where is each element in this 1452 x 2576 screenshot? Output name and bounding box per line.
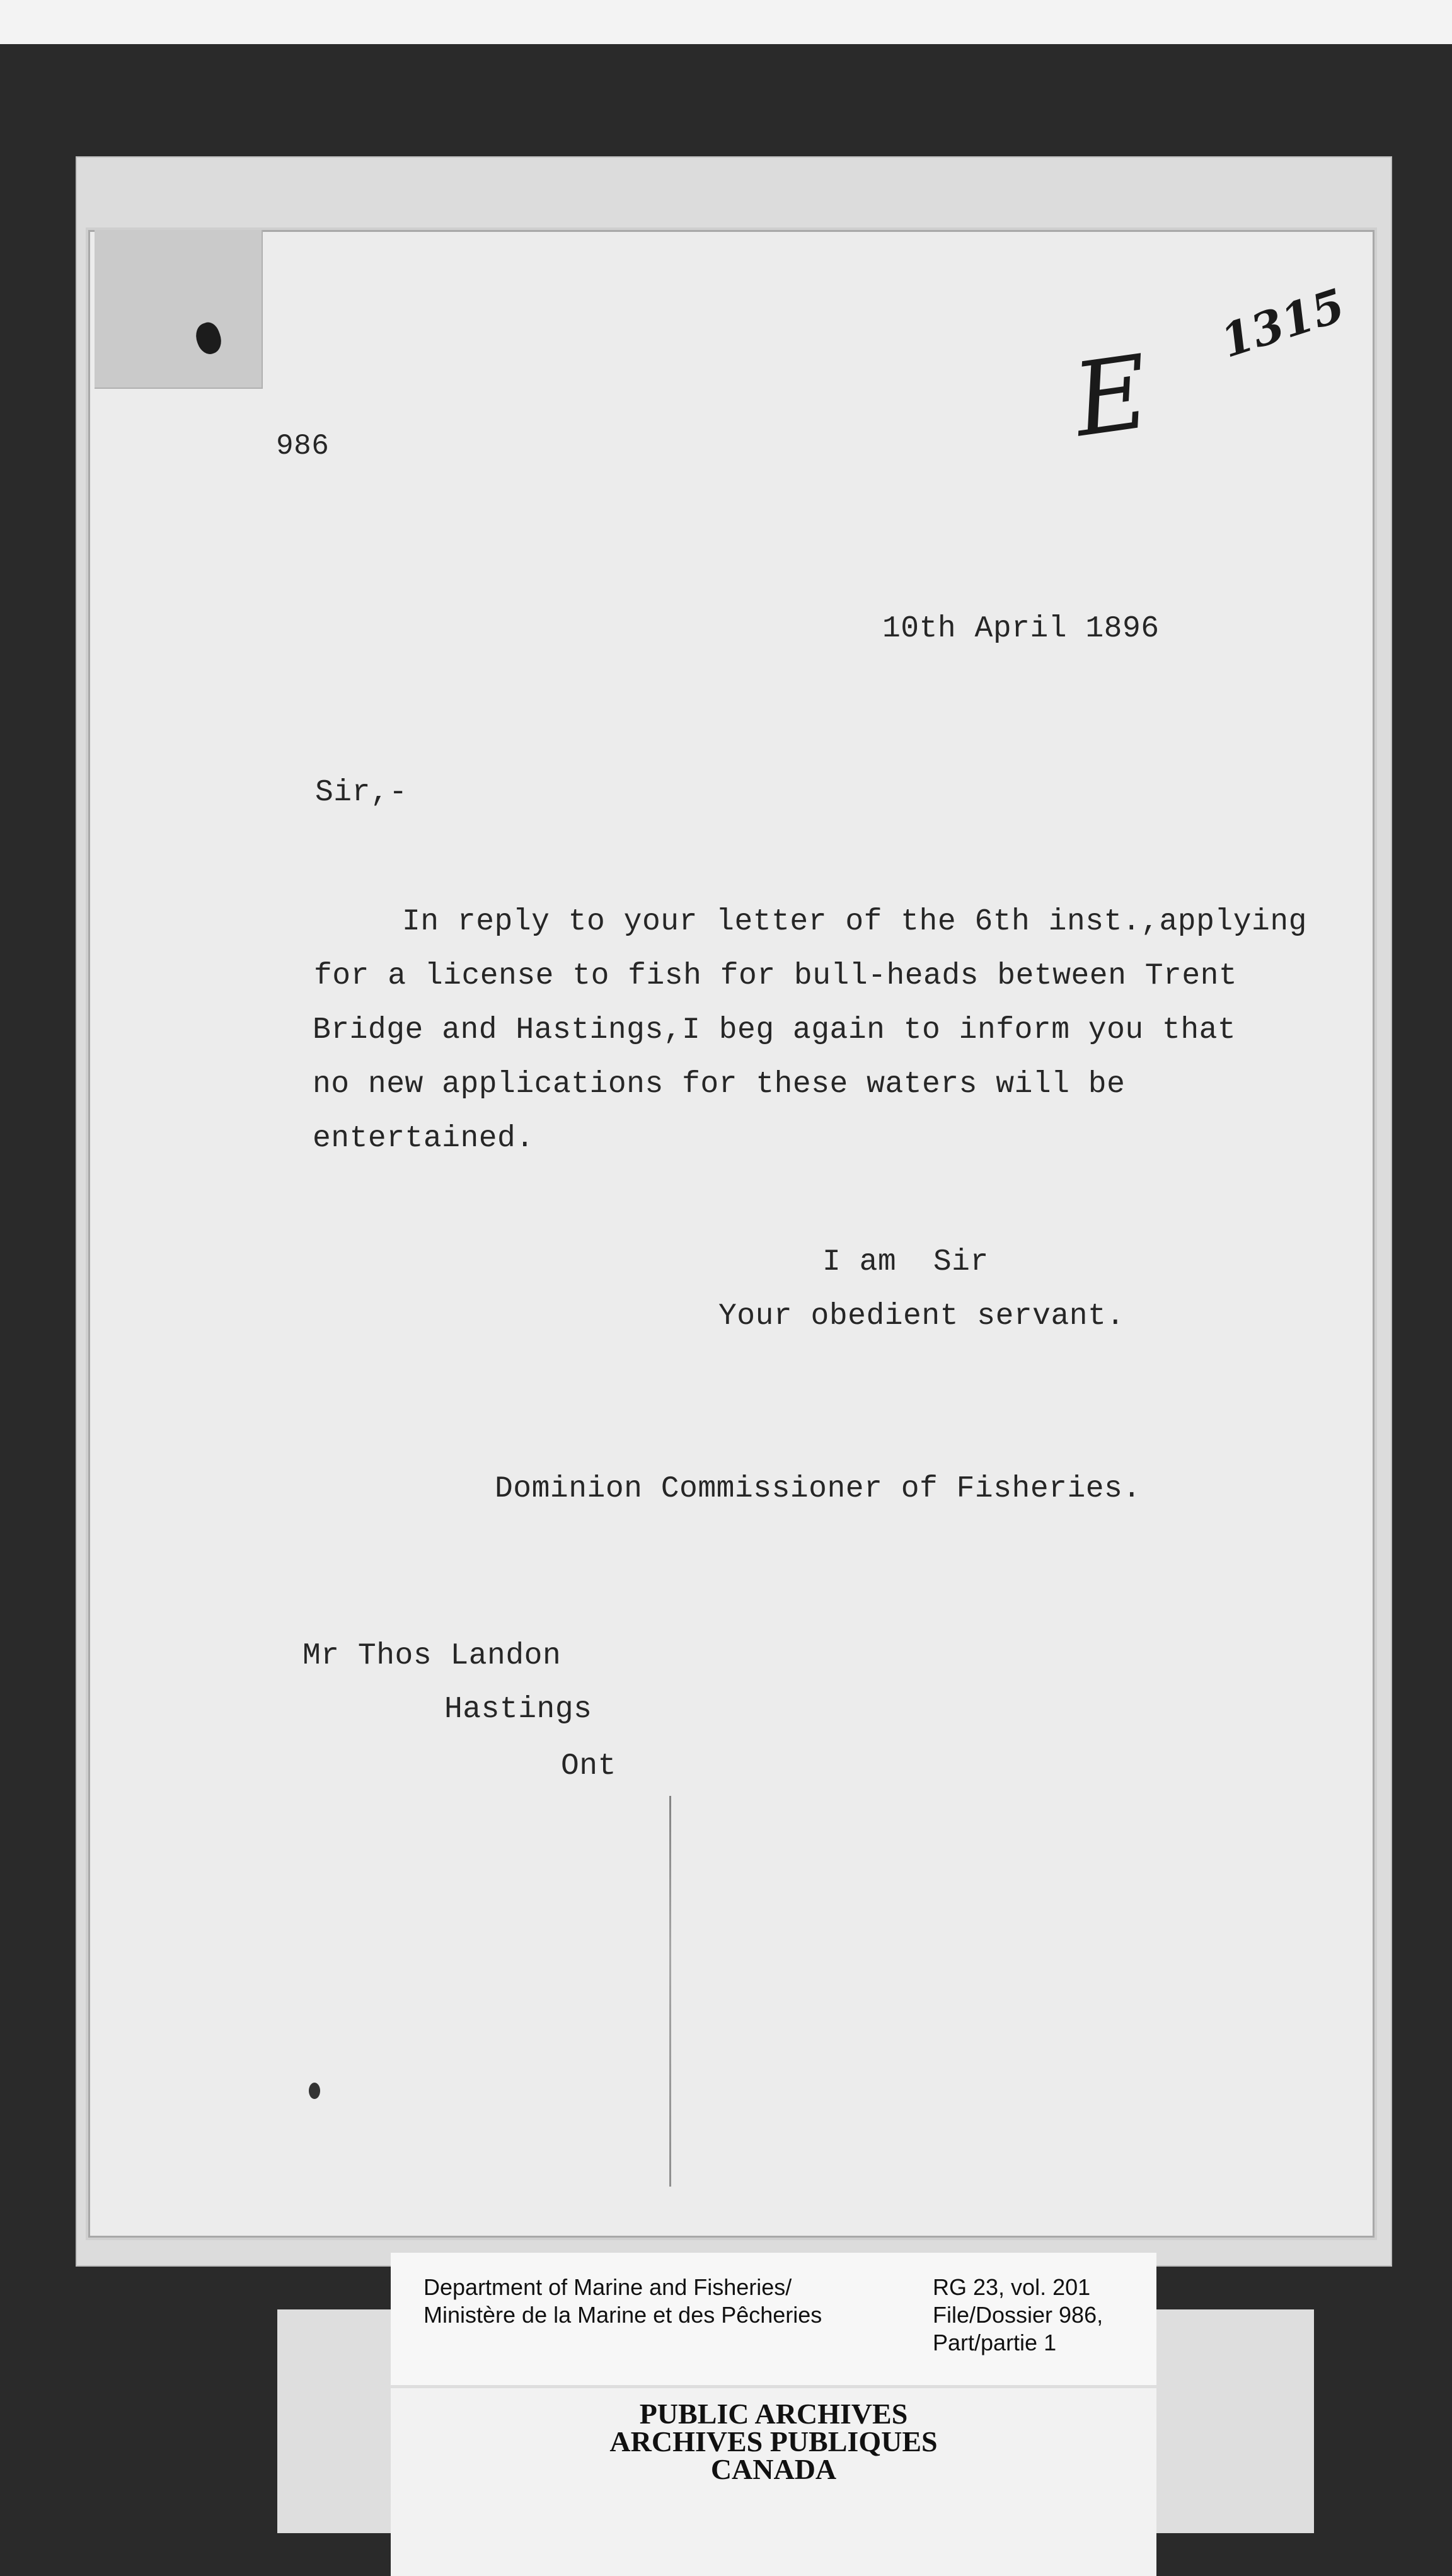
label-reference-1: RG 23, vol. 201 [933,2274,1091,2300]
ink-dot-icon [309,2083,320,2099]
label-reference-2: File/Dossier 986, [933,2302,1103,2328]
signature-title: Dominion Commissioner of Fisheries. [495,1472,1141,1506]
stamp-line-2: ARCHIVES PUBLIQUES [609,2425,938,2458]
corner-tab [95,230,263,389]
salutation: Sir,- [315,776,408,810]
body-line-5: entertained. [313,1122,534,1156]
recipient-city: Hastings [444,1693,592,1727]
scan-top-margin [0,0,1452,44]
label-department-en: Department of Marine and Fisheries/ [424,2274,792,2300]
label-reference-3: Part/partie 1 [933,2330,1057,2355]
handwritten-mark: E [1066,332,1156,460]
body-line-4: no new applications for these waters will be [313,1067,1126,1101]
letter-sheet [88,230,1374,2238]
file-number: 986 [276,430,330,463]
recipient-name: Mr Thos Landon [302,1639,562,1673]
body-line-2: for a license to fish for bull-heads between Trent [314,959,1238,993]
page-number: 1315 [1214,278,1351,368]
label-department-fr: Ministère de la Marine et des Pêcheries [424,2302,822,2328]
stamp-line-1: PUBLIC ARCHIVES [639,2398,908,2430]
body-line-3: Bridge and Hastings,I beg again to inform you that [313,1013,1236,1047]
body-line-1: In reply to your letter of the 6th inst.,applying [402,905,1307,939]
closing-line-2: Your obedient servant. [718,1299,1125,1333]
closing-line-1: I am Sir [822,1245,989,1279]
fold-crease [669,1796,671,2187]
letter-date: 10th April 1896 [882,612,1160,646]
stamp-line-3: CANADA [710,2453,837,2485]
recipient-province: Ont [561,1749,616,1783]
